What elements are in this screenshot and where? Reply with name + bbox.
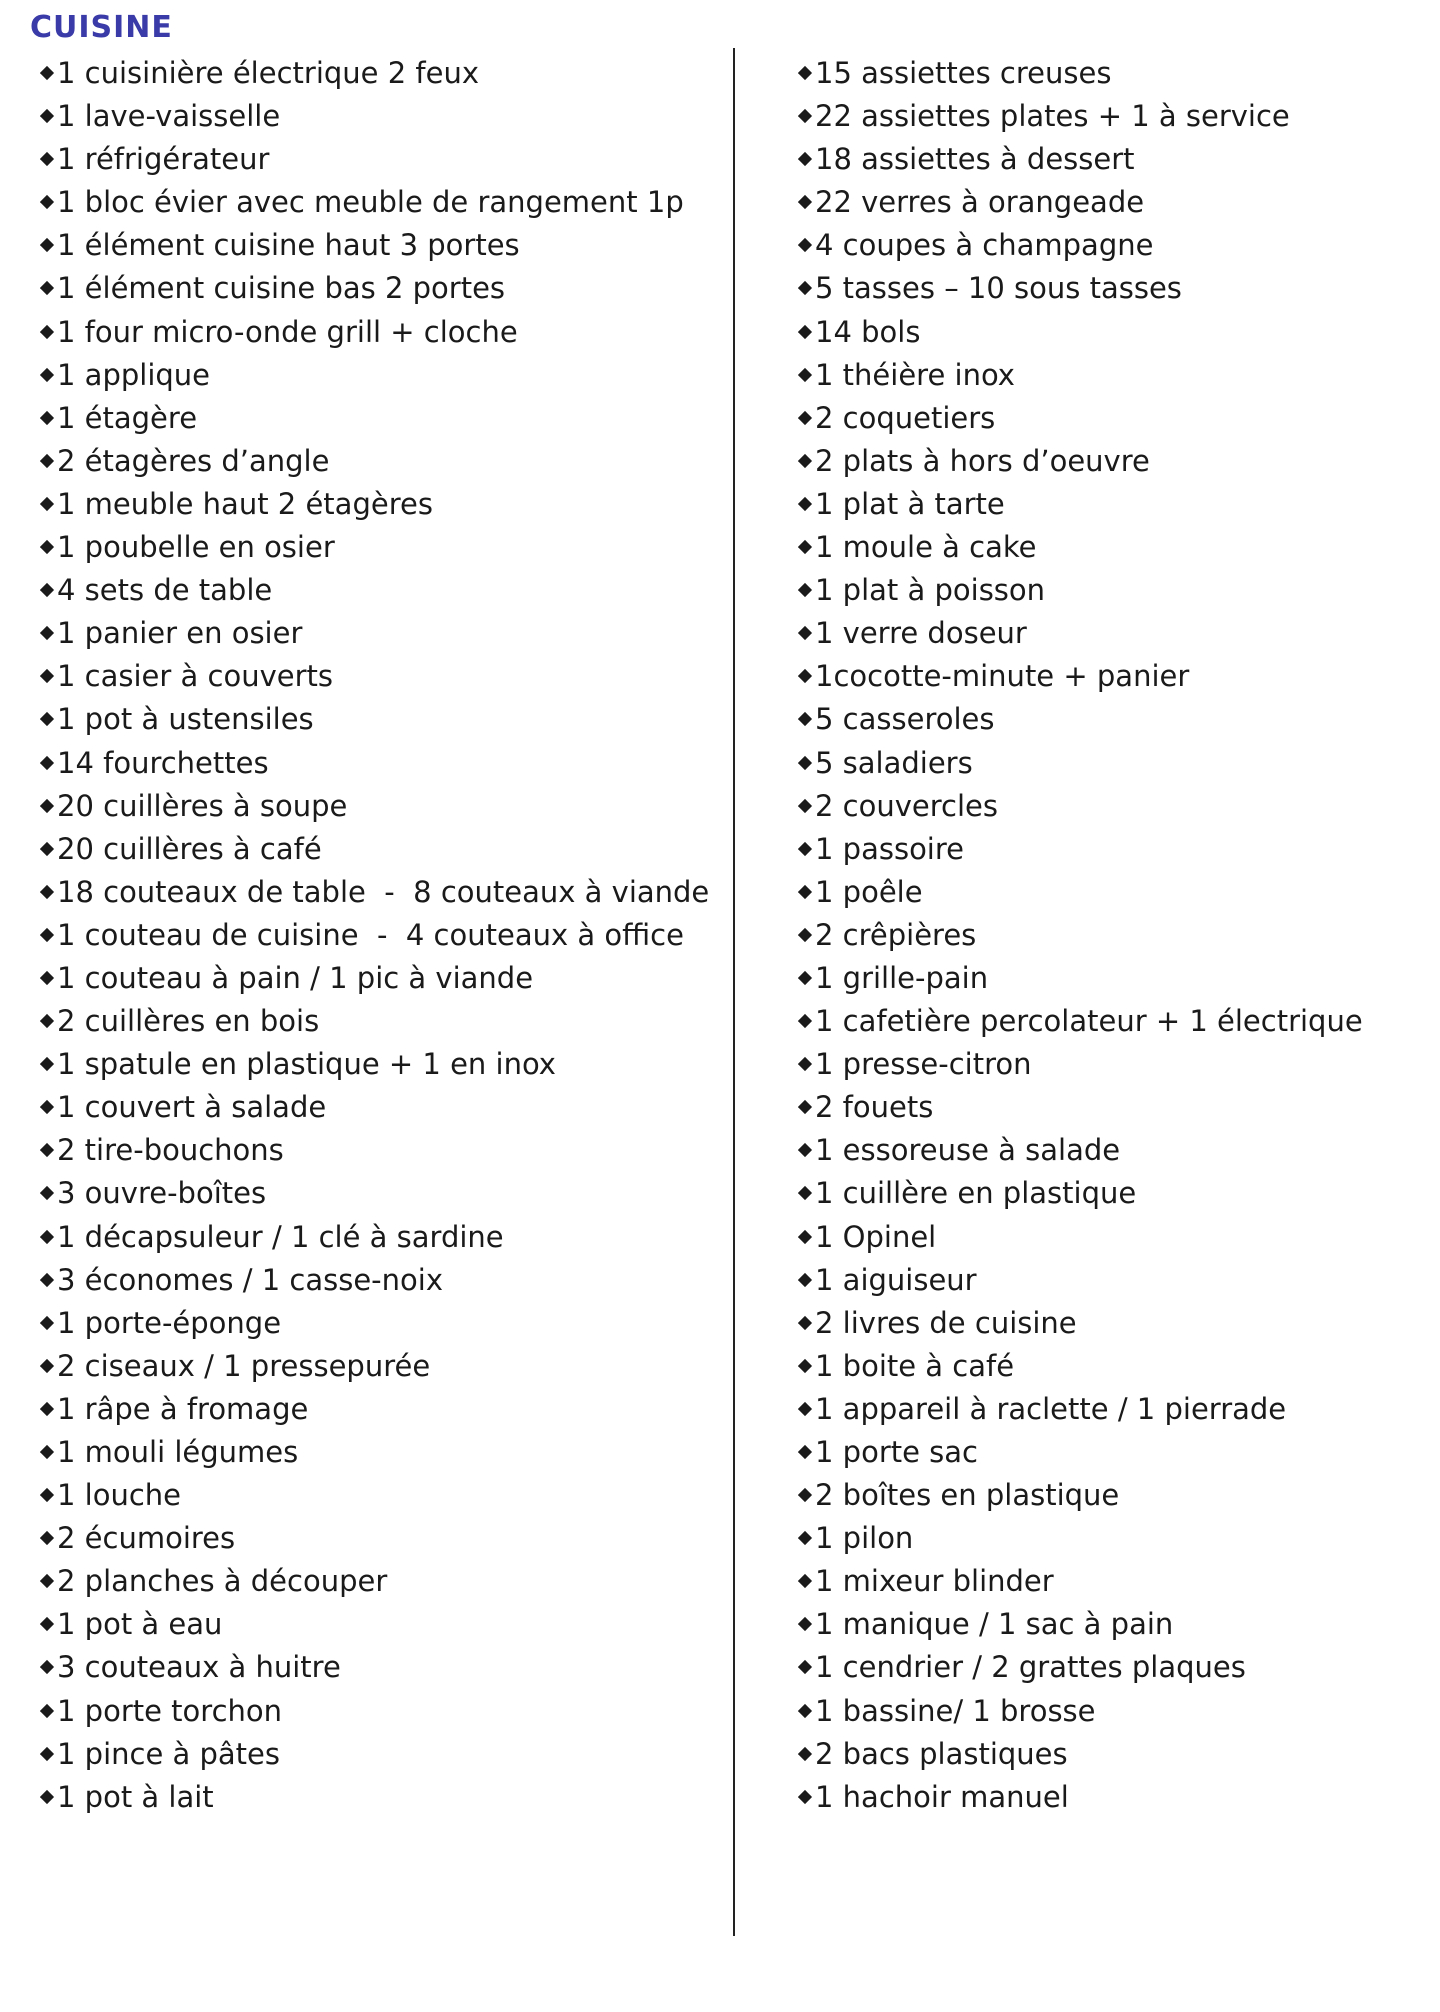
list-item-text: 1 essoreuse à salade	[815, 1133, 1121, 1168]
list-item-text: 1 poubelle en osier	[57, 530, 335, 565]
list-item	[40, 138, 720, 181]
list-item	[40, 1690, 720, 1733]
diamond-bullet-icon	[40, 1790, 54, 1804]
diamond-bullet-icon	[40, 368, 54, 382]
list-item-text: 1 applique	[57, 357, 211, 392]
list-item	[40, 1259, 720, 1302]
list-item	[40, 914, 720, 957]
diamond-bullet-icon	[798, 669, 812, 683]
list-item-text: 5 casseroles	[815, 702, 995, 737]
list-item-text: 1 couteau de cuisine - 4 couteaux à office	[57, 917, 684, 952]
list-item-text: 3 économes / 1 casse-noix	[57, 1262, 443, 1297]
list-item-text: 2 ciseaux / 1 pressepurée	[57, 1348, 431, 1383]
list-item-text: 14 fourchettes	[57, 745, 269, 780]
list-item-text: 3 ouvre-boîtes	[57, 1176, 267, 1211]
list-item	[40, 397, 720, 440]
diamond-bullet-icon	[798, 1402, 812, 1416]
list-item	[798, 1603, 1418, 1646]
list-item	[40, 871, 720, 914]
list-item	[798, 957, 1418, 1000]
diamond-bullet-icon	[40, 1359, 54, 1373]
list-item	[40, 1776, 720, 1819]
list-item-text: 1 bloc évier avec meuble de rangement 1p	[57, 185, 684, 220]
list-item	[40, 440, 720, 483]
list-item-text: 1 cafetière percolateur + 1 électrique	[815, 1004, 1363, 1039]
list-item-text: 15 assiettes creuses	[815, 56, 1112, 90]
list-item	[798, 138, 1418, 181]
list-item	[798, 1129, 1418, 1172]
diamond-bullet-icon	[40, 238, 54, 252]
list-item-text: 2 fouets	[815, 1090, 934, 1125]
list-item-text: 1 lave-vaisselle	[57, 99, 281, 134]
diamond-bullet-icon	[40, 1660, 54, 1674]
list-item	[798, 52, 1418, 95]
list-item-text: 1 étagère	[57, 400, 198, 435]
list-item-text: 3 couteaux à huitre	[57, 1650, 341, 1685]
diamond-bullet-icon	[798, 885, 812, 899]
right-inventory-list	[798, 52, 1418, 1819]
list-item	[40, 1172, 720, 1215]
diamond-bullet-icon	[798, 1488, 812, 1502]
diamond-bullet-icon	[798, 454, 812, 468]
diamond-bullet-icon	[40, 324, 54, 338]
list-item	[40, 1474, 720, 1517]
list-item	[40, 828, 720, 871]
list-item-text: 2 bacs plastiques	[815, 1736, 1068, 1771]
diamond-bullet-icon	[40, 1488, 54, 1502]
diamond-bullet-icon	[798, 1531, 812, 1545]
list-item	[798, 1000, 1418, 1043]
list-item-text: 1 porte torchon	[57, 1693, 283, 1728]
list-item	[798, 785, 1418, 828]
list-item	[798, 1043, 1418, 1086]
list-item	[40, 1388, 720, 1431]
list-item-text: 1 couteau à pain / 1 pic à viande	[57, 960, 534, 995]
list-item-text: 1 appareil à raclette / 1 pierrade	[815, 1391, 1287, 1426]
list-item-text: 1cocotte-minute + panier	[815, 659, 1190, 694]
list-item	[798, 397, 1418, 440]
list-item-text: 18 assiettes à dessert	[815, 142, 1135, 177]
list-item	[40, 95, 720, 138]
diamond-bullet-icon	[40, 1445, 54, 1459]
list-item-text: 1 râpe à fromage	[57, 1391, 309, 1426]
list-item	[40, 483, 720, 526]
list-item	[798, 612, 1418, 655]
column-divider	[733, 48, 735, 1936]
list-item	[798, 742, 1418, 785]
list-item-text: 1 verre doseur	[815, 616, 1027, 651]
diamond-bullet-icon	[798, 1574, 812, 1588]
list-item-text: 1 couvert à salade	[57, 1090, 327, 1125]
list-item-text: 1 pot à ustensiles	[57, 702, 314, 737]
list-item	[798, 569, 1418, 612]
diamond-bullet-icon	[40, 885, 54, 899]
diamond-bullet-icon	[798, 1014, 812, 1028]
diamond-bullet-icon	[798, 971, 812, 985]
list-item-text: 1 pot à lait	[57, 1779, 214, 1814]
list-item	[40, 569, 720, 612]
list-item	[40, 1129, 720, 1172]
list-item-text: 2 planches à découper	[57, 1564, 388, 1599]
diamond-bullet-icon	[40, 497, 54, 511]
list-item	[40, 1086, 720, 1129]
diamond-bullet-icon	[798, 152, 812, 166]
diamond-bullet-icon	[40, 281, 54, 295]
diamond-bullet-icon	[798, 540, 812, 554]
list-item-text: 1 cuillère en plastique	[815, 1176, 1137, 1211]
diamond-bullet-icon	[798, 712, 812, 726]
list-item-text: 2 écumoires	[57, 1521, 236, 1556]
diamond-bullet-icon	[40, 1143, 54, 1157]
list-item	[40, 612, 720, 655]
list-item	[798, 828, 1418, 871]
diamond-bullet-icon	[798, 1100, 812, 1114]
list-item	[40, 1431, 720, 1474]
diamond-bullet-icon	[798, 928, 812, 942]
list-item-text: 1 four micro-onde grill + cloche	[57, 314, 518, 349]
list-item-text: 2 étagères d’angle	[57, 443, 330, 478]
diamond-bullet-icon	[40, 799, 54, 813]
diamond-bullet-icon	[40, 411, 54, 425]
list-item-text: 2 livres de cuisine	[815, 1305, 1077, 1340]
list-item	[40, 1646, 720, 1689]
diamond-bullet-icon	[40, 195, 54, 209]
list-item	[798, 311, 1418, 354]
diamond-bullet-icon	[798, 1229, 812, 1243]
list-item-text: 1 plat à poisson	[815, 573, 1046, 608]
diamond-bullet-icon	[40, 1617, 54, 1631]
diamond-bullet-icon	[40, 842, 54, 856]
list-item	[798, 1431, 1418, 1474]
list-item	[798, 1733, 1418, 1776]
diamond-bullet-icon	[40, 1703, 54, 1717]
list-item-text: 4 sets de table	[57, 573, 273, 608]
list-item-text: 2 couvercles	[815, 788, 998, 823]
list-item	[798, 1388, 1418, 1431]
list-item	[798, 1259, 1418, 1302]
list-item-text: 2 crêpières	[815, 917, 977, 952]
list-item	[40, 957, 720, 1000]
list-item-text: 1 mixeur blinder	[815, 1564, 1054, 1599]
list-item-text: 18 couteaux de table - 8 couteaux à viande	[57, 874, 710, 909]
list-item	[40, 1345, 720, 1388]
list-item	[40, 526, 720, 569]
list-item	[798, 1560, 1418, 1603]
diamond-bullet-icon	[798, 1057, 812, 1071]
diamond-bullet-icon	[798, 1186, 812, 1200]
diamond-bullet-icon	[40, 152, 54, 166]
list-item-text: 2 tire-bouchons	[57, 1133, 284, 1168]
diamond-bullet-icon	[798, 799, 812, 813]
list-item-text: 4 coupes à champagne	[815, 228, 1154, 263]
diamond-bullet-icon	[798, 281, 812, 295]
list-item	[40, 1517, 720, 1560]
list-item-text: 1 décapsuleur / 1 clé à sardine	[57, 1219, 504, 1254]
list-item-text: 1 aiguiseur	[815, 1262, 977, 1297]
diamond-bullet-icon	[798, 497, 812, 511]
list-item	[798, 698, 1418, 741]
list-item	[798, 267, 1418, 310]
list-item	[40, 1733, 720, 1776]
list-item	[798, 1474, 1418, 1517]
list-item-text: 1 élément cuisine haut 3 portes	[57, 228, 520, 263]
diamond-bullet-icon	[798, 1445, 812, 1459]
list-item	[798, 1086, 1418, 1129]
diamond-bullet-icon	[40, 1747, 54, 1761]
list-item	[40, 1216, 720, 1259]
list-item	[40, 785, 720, 828]
list-item	[798, 526, 1418, 569]
diamond-bullet-icon	[798, 1617, 812, 1631]
diamond-bullet-icon	[40, 1402, 54, 1416]
list-item-text: 1 boite à café	[815, 1348, 1015, 1383]
list-item-text: 1 porte-éponge	[57, 1305, 282, 1340]
diamond-bullet-icon	[40, 583, 54, 597]
list-item	[798, 354, 1418, 397]
list-item	[40, 1000, 720, 1043]
list-item-text: 1 louche	[57, 1478, 182, 1513]
diamond-bullet-icon	[798, 1143, 812, 1157]
list-item	[40, 1603, 720, 1646]
list-item	[798, 483, 1418, 526]
list-item-text: 1 casier à couverts	[57, 659, 333, 694]
diamond-bullet-icon	[798, 755, 812, 769]
diamond-bullet-icon	[40, 1100, 54, 1114]
diamond-bullet-icon	[798, 324, 812, 338]
list-item	[40, 1302, 720, 1345]
diamond-bullet-icon	[40, 1531, 54, 1545]
list-item	[798, 1172, 1418, 1215]
list-item	[798, 1646, 1418, 1689]
diamond-bullet-icon	[798, 411, 812, 425]
list-item-text: 1 presse-citron	[815, 1047, 1032, 1082]
list-item-text: 1 pot à eau	[57, 1607, 223, 1642]
list-item-text: 1 théière inox	[815, 357, 1015, 392]
list-item	[40, 1043, 720, 1086]
diamond-bullet-icon	[40, 626, 54, 640]
page-title: CUISINE	[30, 10, 173, 45]
list-item-text: 2 plats à hors d’oeuvre	[815, 443, 1150, 478]
list-item	[798, 1517, 1418, 1560]
diamond-bullet-icon	[40, 1316, 54, 1330]
list-item-text: 5 tasses – 10 sous tasses	[815, 271, 1182, 306]
list-item	[798, 1345, 1418, 1388]
list-item	[40, 52, 720, 95]
list-item	[40, 698, 720, 741]
list-item-text: 2 coquetiers	[815, 400, 996, 435]
diamond-bullet-icon	[798, 1747, 812, 1761]
list-item	[40, 1560, 720, 1603]
list-item	[798, 1302, 1418, 1345]
list-item	[40, 181, 720, 224]
list-item	[40, 742, 720, 785]
list-item-text: 1 grille-pain	[815, 960, 989, 995]
left-inventory-list	[40, 52, 720, 1819]
list-item-text: 1 élément cuisine bas 2 portes	[57, 271, 506, 306]
list-item-text: 1 mouli légumes	[57, 1435, 299, 1469]
diamond-bullet-icon	[798, 1703, 812, 1717]
list-item-text: 1 plat à tarte	[815, 486, 1005, 521]
list-item-text: 1 cuisinière électrique 2 feux	[57, 56, 479, 90]
list-item-text: 1 moule à cake	[815, 530, 1037, 565]
diamond-bullet-icon	[40, 1057, 54, 1071]
list-item-text: 1 passoire	[815, 831, 964, 866]
diamond-bullet-icon	[40, 1273, 54, 1287]
list-item	[798, 95, 1418, 138]
list-item	[798, 181, 1418, 224]
list-item-text: 1 pilon	[815, 1521, 914, 1556]
diamond-bullet-icon	[40, 66, 54, 80]
list-item	[798, 655, 1418, 698]
list-item-text: 1 pince à pâtes	[57, 1736, 281, 1771]
diamond-bullet-icon	[798, 109, 812, 123]
list-item	[798, 1216, 1418, 1259]
list-item-text: 1 cendrier / 2 grattes plaques	[815, 1650, 1246, 1685]
list-item-text: 1 Opinel	[815, 1219, 937, 1254]
list-item-text: 1 spatule en plastique + 1 en inox	[57, 1047, 556, 1082]
list-item-text: 1 réfrigérateur	[57, 142, 270, 177]
diamond-bullet-icon	[798, 583, 812, 597]
diamond-bullet-icon	[40, 1229, 54, 1243]
list-item-text: 1 hachoir manuel	[815, 1779, 1069, 1814]
diamond-bullet-icon	[40, 1574, 54, 1588]
list-item	[40, 354, 720, 397]
list-item	[798, 1776, 1418, 1819]
diamond-bullet-icon	[40, 109, 54, 123]
list-item-text: 1 poêle	[815, 874, 923, 909]
list-item-text: 5 saladiers	[815, 745, 973, 780]
list-item-text: 1 bassine/ 1 brosse	[815, 1693, 1096, 1728]
list-item	[798, 871, 1418, 914]
diamond-bullet-icon	[40, 971, 54, 985]
diamond-bullet-icon	[40, 669, 54, 683]
diamond-bullet-icon	[798, 66, 812, 80]
list-item-text: 2 boîtes en plastique	[815, 1478, 1120, 1513]
list-item	[798, 914, 1418, 957]
list-item-text: 22 verres à orangeade	[815, 185, 1145, 220]
list-item	[40, 655, 720, 698]
diamond-bullet-icon	[798, 842, 812, 856]
list-item	[40, 311, 720, 354]
list-item	[798, 1690, 1418, 1733]
diamond-bullet-icon	[798, 626, 812, 640]
list-item	[40, 224, 720, 267]
list-item	[798, 224, 1418, 267]
list-item-text: 20 cuillères à soupe	[57, 788, 348, 823]
diamond-bullet-icon	[798, 1316, 812, 1330]
diamond-bullet-icon	[798, 195, 812, 209]
list-item-text: 2 cuillères en bois	[57, 1004, 320, 1039]
list-item-text: 20 cuillères à café	[57, 831, 322, 866]
list-item-text: 1 meuble haut 2 étagères	[57, 486, 433, 521]
list-item	[40, 267, 720, 310]
list-item	[798, 440, 1418, 483]
list-item-text: 22 assiettes plates + 1 à service	[815, 99, 1290, 134]
diamond-bullet-icon	[798, 368, 812, 382]
diamond-bullet-icon	[40, 712, 54, 726]
diamond-bullet-icon	[40, 454, 54, 468]
diamond-bullet-icon	[798, 1359, 812, 1373]
list-item-text: 1 porte sac	[815, 1435, 978, 1469]
diamond-bullet-icon	[40, 1186, 54, 1200]
diamond-bullet-icon	[40, 540, 54, 554]
diamond-bullet-icon	[798, 238, 812, 252]
diamond-bullet-icon	[40, 928, 54, 942]
diamond-bullet-icon	[798, 1660, 812, 1674]
list-item-text: 1 manique / 1 sac à pain	[815, 1607, 1174, 1642]
list-item-text: 1 panier en osier	[57, 616, 303, 651]
diamond-bullet-icon	[798, 1273, 812, 1287]
diamond-bullet-icon	[40, 755, 54, 769]
diamond-bullet-icon	[40, 1014, 54, 1028]
diamond-bullet-icon	[798, 1790, 812, 1804]
list-item-text: 14 bols	[815, 314, 921, 349]
